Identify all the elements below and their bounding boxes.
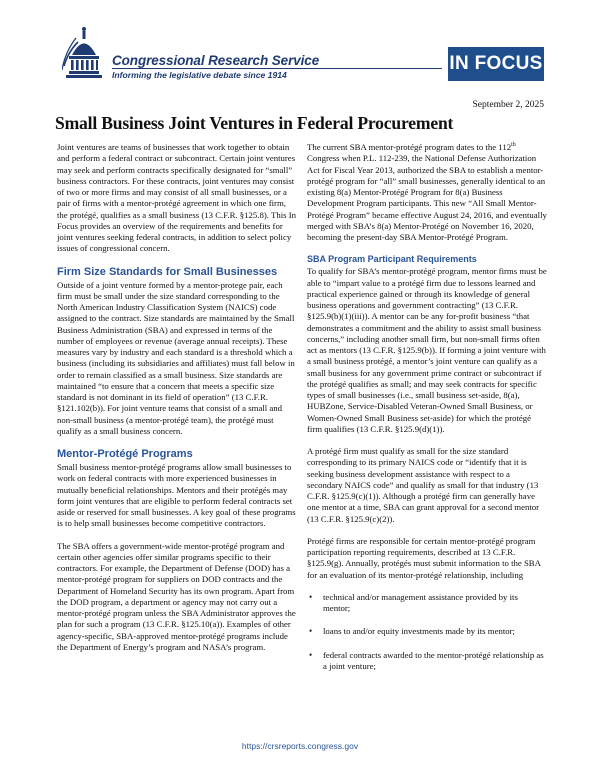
page-title: Small Business Joint Ventures in Federal Procurement: [55, 113, 454, 133]
size-standards-paragraph: Outside of a joint venture formed by a mentor-protege pair, each firm must be small under the size standard corresponding to the North American Industry Classification System (NAICS) code assigned to the contract. Size standards are maintained by the Small Business Administration (SBA) and expressed in terms of the number of employees or revenue (average annual receipts). These measures vary by industry and each standard is a threshold which a business (including its subsidiaries and affiliates) must fall below in order to remain classified as a small business. Size standards are maintained “to ensure that a concern that meets a specific size standard is not dominant in its field of operation” (13 C.F.R. §121.102(b)). For joint venture teams that consist of a small and non-small business (a mentor-protégé team), the protégé must qualify as a small business concern.: [57, 279, 295, 436]
intro-paragraph: Joint ventures are teams of businesses that work together to obtain and perform a federal contract or subcontract. Certain joint ventures may seek and perform contracts specifically designated for “small” business contractors. For these contracts, joint ventures may consist of two or more firms and may consist of all small businesses, or a pair of firms with a mentor-protégé agreement in which one firm, the protégé, qualifies as a small business (13 C.F.R. §125.8). This In Focus provides an overview of the requirements and benefits for joint ventures seeking federal contracts, in addition to select policy issues of congressional concern.: [57, 142, 297, 254]
mentor-protege-paragraph-2: The SBA offers a government-wide mentor-protégé program and certain other agencies offer similar programs specific to their contractors. For example, the Department of Defense (DOD) has a mentor-protégé program for suppliers on DOD contracts and the Department of Homeland Security has its own program. Apart from the DOD program, a department or agency may not carry out a mentor-protégé program unless the SBA Administrator approves the plan for such a program (13 C.F.R. §125.10(a)). Examples of other agency-specific, SBA-approved mentor-protégé programs include the Department of Energy’s program and NASA’s program.: [57, 540, 296, 652]
requirements-paragraph-3: Protégé firms are responsible for certain mentor-protégé program participation reporting requirements, described at 13 C.F.R. §125.9(g). Annually, protégés must submit information to the SBA for an evaluation of its mentor-protégé relationship, including: [307, 535, 541, 580]
history-paragraph: [307, 142, 547, 243]
history-text-b: Congress when P.L. 112-239, the National Defense Authorization Act for Fiscal Year 2013, authorized the SBA to establish a mentor-protégé program for “all” small businesses, generally identical to an existing 8(a) Mentor-Protégé Program for 8(a) Business Development Program participants. This new “All Small Mentor-Protégé Program” became effective August 24, 2016, and eventually merged with SBA’s 8(a) Mentor-Protégé on November 16, 2020, becoming the present-day SBA Mentor-Protégé Program.: [307, 153, 547, 242]
history-text-a: The current SBA mentor-protégé program dates to the 112: [307, 142, 512, 152]
list-item: • federal contracts awarded to the mentor-protégé relationship as a joint venture;: [307, 650, 547, 673]
requirements-paragraph-2: A protégé firm must qualify as small for the size standard corresponding to its primary NAICS code or “identify that it is seeking business development assistance with respect to a secondary NAICS code” and qualify as small for that industry (13 C.F.R. §125.9(c)(1)). Although a protégé firm can generally have one mentor at a time, SBA can grant approval for a second mentor (13 C.F.R. §125.9(c)(2)).: [307, 446, 540, 524]
ordinal-suffix: th: [511, 142, 516, 149]
header-rule: [112, 68, 442, 69]
in-focus-badge: IN FOCUS: [448, 47, 544, 81]
footer-link[interactable]: https://crsreports.congress.gov: [241, 741, 359, 751]
capitol-dome-icon: [62, 22, 106, 80]
mentor-protege-paragraph-1: Small business mentor-protégé programs allow small businesses to work on federal contracts with more experienced businesses in mutually beneficial relationships. Mentors and their protégés may form joint ventures that are eligible to perform federal contracts set aside or reserved for small businesses. A key goal of these programs is to help small businesses become competitive contractors.: [57, 462, 296, 529]
page-header: [0, 0, 600, 95]
section-heading-mentor-protege: Mentor-Protégé Programs: [57, 448, 193, 460]
right-column: [307, 142, 547, 684]
reporting-bullet-list: [307, 592, 547, 672]
requirements-paragraph-1: To qualify for SBA’s mentor-protégé program, mentor firms must be able to “impart value to a protégé firm due to lessons learned and practical experience gained or through its knowledge of general business operations and government contracting” (13 C.F.R. §125.9(b)(1)(iii)). A mentor can be any for-profit business “that demonstrates a commitment and the ability to assist small business concerns,” including another small firm, but non-small firms often act as mentors (13 C.F.R. §125.9(b)). If forming a joint venture with a small business protégé, a mentor’s joint venture can qualify as a small business for any government prime contract or subcontract if the protégé qualifies as small; and may seek contracts for specific types of small businesses (i.e., small business set-aside, 8(a), HUBZone, Service-Disabled Veteran-Owned Small Business, or Women-Owned Small Business set-aside) for which the protégé firm qualifies (13 C.F.R. §125.9(d)(1)).: [307, 266, 547, 434]
list-item: • loans to and/or equity investments made by its mentor;: [307, 626, 547, 637]
list-item: • technical and/or management assistance provided by its mentor;: [307, 592, 547, 615]
section-heading-participant-requirements: SBA Program Participant Requirements: [307, 254, 477, 265]
left-column: [57, 142, 297, 664]
org-name: Congressional Research Service: [112, 53, 320, 68]
publication-date: September 2, 2025: [472, 100, 544, 110]
section-heading-size-standards: Firm Size Standards for Small Businesses: [57, 265, 278, 278]
org-tagline: Informing the legislative debate since 1914: [112, 70, 287, 80]
